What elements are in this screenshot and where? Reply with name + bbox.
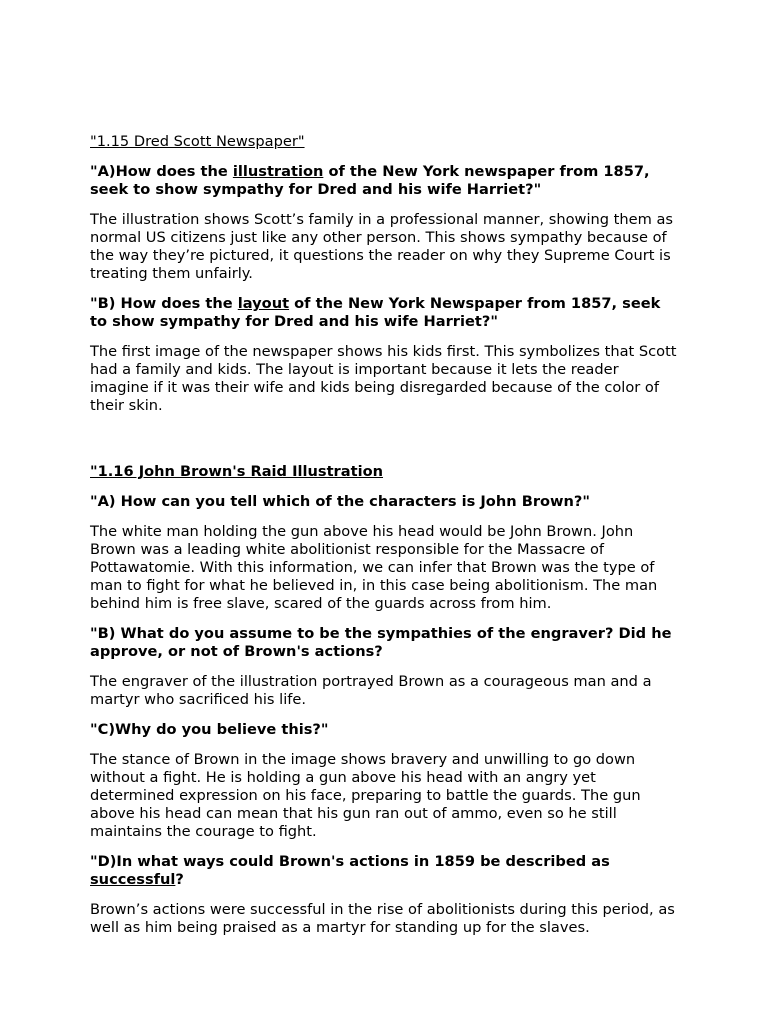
question-suffix: ? [175,871,184,888]
section-title-dred-scott: "1.15 Dred Scott Newspaper" [90,133,305,150]
question-1-16-d [90,853,680,889]
answer-1-16-c: The stance of Brown in the image shows bravery and unwilling to go down without a fight. He is holding a gun above his head with an angry yet determined expression on his face, preparing to battle the guards. The gun above his head can mean that his gun ran out of ammo, even so he still maintains the courage to fight. [90,751,641,840]
answer-1-16-d: Brown’s actions were successful in the rise of abolitionists during this period, as well as him being praised as a martyr for standing up for the slaves. [90,901,675,936]
question-1-15-b [90,295,680,331]
question-suffix: of the New York Newspaper from 1857, seek to show sympathy for Dred and his wife Harriet?" [90,295,661,330]
answer-1-16-a: The white man holding the gun above his head would be John Brown. John Brown was a leading white abolitionist responsible for the Massacre of Pottawatomie. With this information, we can infer that Brown was the type of man to fight for what he believed in, in this case being abolitionism. The man behind him is free slave, scared of the guards across from him. [90,523,658,612]
question-prefix: "B) How does the [90,295,238,312]
section-title-john-brown: "1.16 John Brown's Raid Illustration [90,463,384,480]
question-underlined-word: successful [90,871,176,888]
document-page [90,133,680,937]
answer-1-15-b: The first image of the newspaper shows his kids first. This symbolizes that Scott had a family and kids. The layout is important because it lets the reader imagine if it was their wife and kids being disregarded because of the color of their skin. [90,343,677,414]
answer-1-15-a: The illustration shows Scott’s family in a professional manner, showing them as normal US citizens just like any other person. This shows sympathy because of the way they’re pictured, it questions the reader on why they Supreme Court is treating them unfairly. [90,211,674,282]
question-prefix: "A)How does the [90,163,233,180]
answer-1-16-b: The engraver of the illustration portrayed Brown as a courageous man and a martyr who sacrificed his life. [90,673,652,708]
question-prefix: "D)In what ways could Brown's actions in 1859 be described as [90,853,610,870]
question-1-16-b: "B) What do you assume to be the sympathies of the engraver? Did he approve, or not of Brown's actions? [90,625,672,660]
question-1-15-a [90,163,680,199]
question-suffix: of the New York newspaper from 1857, seek to show sympathy for Dred and his wife Harriet?" [90,163,650,198]
question-underlined-word: layout [237,295,290,312]
question-underlined-word: illustration [232,163,324,180]
question-1-16-c: "C)Why do you believe this?" [90,721,329,738]
question-1-16-a: "A) How can you tell which of the characters is John Brown?" [90,493,590,510]
